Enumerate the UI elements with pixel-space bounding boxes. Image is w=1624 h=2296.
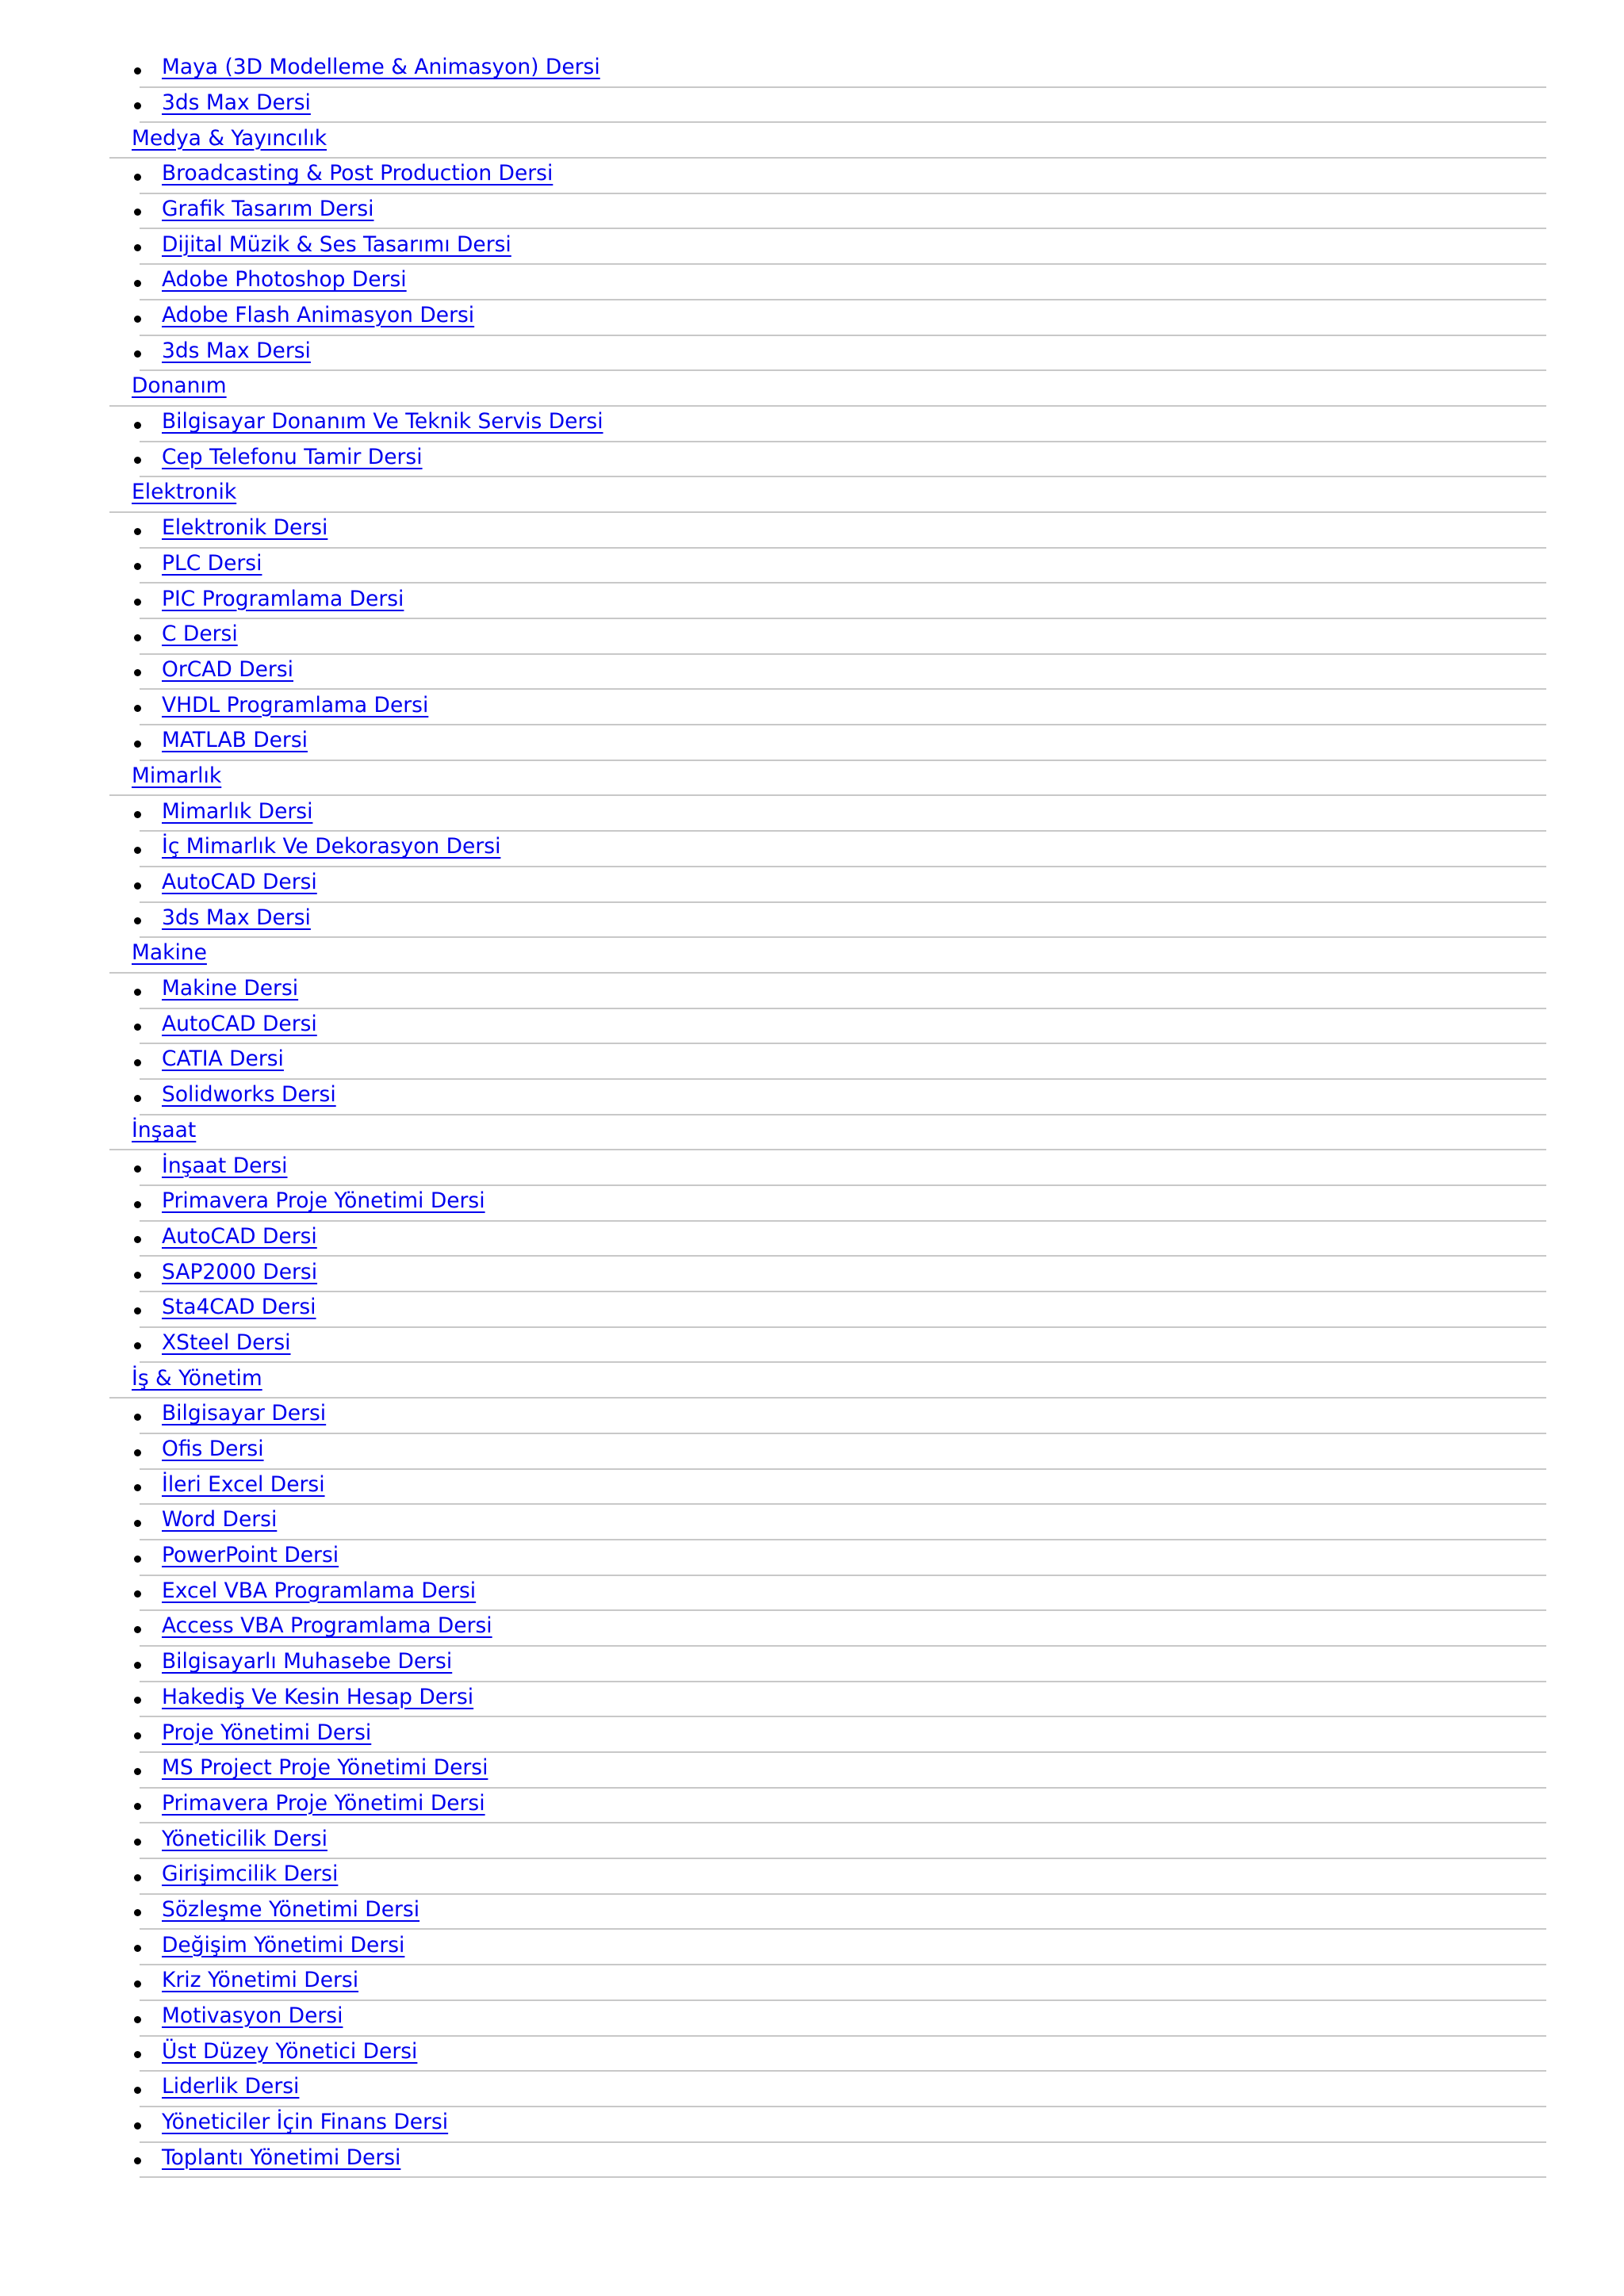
course-link[interactable]: Bilgisayarlı Muhasebe Dersi — [162, 1649, 453, 1674]
bullet-icon — [134, 740, 141, 748]
course-link[interactable]: Proje Yönetimi Dersi — [162, 1720, 372, 1745]
menu-item-row — [140, 549, 1546, 584]
bullet-icon — [134, 847, 141, 854]
menu-item-row — [140, 1682, 1546, 1718]
bullet-icon — [134, 1909, 141, 1916]
menu-item-row — [140, 1823, 1546, 1859]
course-link[interactable]: Liderlik Dersi — [162, 2074, 300, 2099]
menu-item-row — [140, 88, 1546, 124]
bullet-icon — [134, 2157, 141, 2164]
bullet-icon — [134, 1803, 141, 1810]
menu-item-row — [140, 1753, 1546, 1789]
menu-item-row — [140, 1895, 1546, 1931]
course-link[interactable]: XSteel Dersi — [162, 1330, 291, 1355]
menu-item-row — [140, 1292, 1546, 1328]
menu-item-row — [140, 1009, 1546, 1045]
bullet-icon — [134, 917, 141, 924]
course-link[interactable]: Grafik Tasarım Dersi — [162, 196, 374, 221]
bullet-icon — [134, 174, 141, 181]
course-link[interactable]: Cep Telefonu Tamir Dersi — [162, 444, 423, 469]
menu-category-row — [109, 938, 1546, 974]
menu-item-row — [140, 442, 1546, 478]
bullet-icon — [134, 1024, 141, 1031]
course-link[interactable]: Dijital Müzik & Ses Tasarımı Dersi — [162, 232, 511, 257]
menu-category-row — [109, 477, 1546, 513]
course-link[interactable]: 3ds Max Dersi — [162, 338, 311, 363]
bullet-icon — [134, 1201, 141, 1208]
menu-item-row — [140, 1470, 1546, 1506]
menu-item-row — [140, 513, 1546, 549]
menu-item-row — [140, 832, 1546, 867]
course-link[interactable]: 3ds Max Dersi — [162, 90, 311, 115]
menu-category-row — [109, 371, 1546, 407]
course-link[interactable]: Adobe Photoshop Dersi — [162, 267, 407, 293]
bullet-icon — [134, 1980, 141, 1988]
menu-category-row — [109, 1363, 1546, 1399]
course-link[interactable]: Sta4CAD Dersi — [162, 1295, 316, 1320]
menu-item-row — [140, 1257, 1546, 1292]
course-link[interactable]: Maya (3D Modelleme & Animasyon) Dersi — [162, 55, 600, 80]
bullet-icon — [134, 2087, 141, 2094]
course-link[interactable]: VHDL Programlama Dersi — [162, 692, 429, 718]
category-link[interactable]: İş & Yönetim — [132, 1365, 262, 1391]
menu-item-row — [140, 725, 1546, 761]
bullet-icon — [134, 705, 141, 712]
bullet-icon — [134, 1236, 141, 1243]
bullet-icon — [134, 1272, 141, 1279]
course-link[interactable]: Bilgisayar Donanım Ve Teknik Servis Dersi — [162, 409, 603, 434]
course-link[interactable]: MATLAB Dersi — [162, 728, 308, 753]
course-link[interactable]: İleri Excel Dersi — [162, 1471, 325, 1497]
menu-item-row — [140, 867, 1546, 903]
bullet-icon — [134, 1414, 141, 1421]
menu-item-row — [140, 1328, 1546, 1364]
bullet-icon — [134, 1662, 141, 1669]
menu-item-row — [140, 407, 1546, 442]
menu-item-row — [140, 229, 1546, 265]
course-link[interactable]: Girişimcilik Dersi — [162, 1862, 339, 1887]
category-link[interactable]: Mimarlık — [132, 763, 222, 788]
menu-item-row — [140, 1611, 1546, 1647]
course-link[interactable]: MS Project Proje Yönetimi Dersi — [162, 1755, 488, 1781]
bullet-icon — [134, 599, 141, 606]
menu-item-row — [140, 1434, 1546, 1470]
course-link[interactable]: Primavera Proje Yönetimi Dersi — [162, 1188, 485, 1214]
menu-item-row — [140, 655, 1546, 691]
menu-item-row — [140, 300, 1546, 336]
menu-item-row — [140, 690, 1546, 725]
course-link[interactable]: Word Dersi — [162, 1507, 278, 1533]
course-link[interactable]: Elektronik Dersi — [162, 515, 328, 541]
bullet-icon — [134, 1165, 141, 1173]
bullet-icon — [134, 882, 141, 890]
menu-category-row — [109, 123, 1546, 159]
bullet-icon — [134, 563, 141, 570]
menu-item-row — [140, 1717, 1546, 1753]
menu-item-row — [140, 2143, 1546, 2179]
menu-item-row — [140, 1399, 1546, 1434]
menu-item-row — [140, 1789, 1546, 1824]
course-link[interactable]: AutoCAD Dersi — [162, 1223, 317, 1249]
course-link[interactable]: Değişim Yönetimi Dersi — [162, 1932, 405, 1957]
menu-item-row — [140, 265, 1546, 300]
bullet-icon — [134, 1556, 141, 1563]
bullet-icon — [134, 209, 141, 216]
course-link[interactable]: Yöneticiler İçin Finans Dersi — [162, 2110, 449, 2135]
bullet-icon — [134, 422, 141, 429]
menu-category-row — [109, 761, 1546, 797]
bullet-icon — [134, 1626, 141, 1633]
bullet-icon — [134, 244, 141, 251]
bullet-icon — [134, 1839, 141, 1846]
category-link[interactable]: Donanım — [132, 373, 227, 399]
menu-item-row — [140, 1930, 1546, 1965]
bullet-icon — [134, 634, 141, 641]
menu-item-row — [140, 584, 1546, 619]
bullet-icon — [134, 1342, 141, 1349]
menu-item-row — [140, 1186, 1546, 1222]
bullet-icon — [134, 1307, 141, 1314]
category-link[interactable]: Makine — [132, 940, 207, 966]
course-link[interactable]: AutoCAD Dersi — [162, 870, 317, 894]
course-menu-list — [109, 52, 1546, 2178]
bullet-icon — [134, 1697, 141, 1704]
course-link[interactable]: Broadcasting & Post Production Dersi — [162, 161, 553, 186]
bullet-icon — [134, 669, 141, 676]
bullet-icon — [134, 1059, 141, 1066]
bullet-icon — [134, 1449, 141, 1456]
menu-item-row — [140, 2107, 1546, 2143]
menu-item-row — [140, 1222, 1546, 1257]
category-link[interactable]: Elektronik — [132, 480, 237, 505]
course-link[interactable]: SAP2000 Dersi — [162, 1259, 318, 1284]
bullet-icon — [134, 67, 141, 75]
menu-item-row — [140, 336, 1546, 372]
course-link[interactable]: CATIA Dersi — [162, 1047, 284, 1072]
course-link[interactable]: Kriz Yönetimi Dersi — [162, 1968, 359, 1993]
course-link[interactable]: Makine Dersi — [162, 976, 299, 1001]
course-link[interactable]: Solidworks Dersi — [162, 1082, 336, 1108]
course-link[interactable]: Toplantı Yönetimi Dersi — [162, 2145, 401, 2170]
course-link[interactable]: Hakediş Ve Kesin Hesap Dersi — [162, 1684, 474, 1709]
course-link[interactable]: PIC Programlama Dersi — [162, 586, 404, 611]
course-link[interactable]: Üst Düzey Yönetici Dersi — [162, 2038, 418, 2064]
course-link[interactable]: Yöneticilik Dersi — [162, 1826, 327, 1851]
menu-item-row — [140, 619, 1546, 655]
course-link[interactable]: Ofis Dersi — [162, 1437, 264, 1461]
menu-item-row — [140, 52, 1546, 88]
menu-item-row — [140, 2037, 1546, 2072]
bullet-icon — [134, 2051, 141, 2058]
menu-item-row — [140, 1859, 1546, 1895]
bullet-icon — [134, 1732, 141, 1739]
course-link[interactable]: İç Mimarlık Ve Dekorasyon Dersi — [162, 834, 501, 859]
category-link[interactable]: İnşaat — [132, 1117, 197, 1142]
bullet-icon — [134, 1484, 141, 1491]
bullet-icon — [134, 2016, 141, 2023]
course-link[interactable]: C Dersi — [162, 622, 238, 647]
bullet-icon — [134, 811, 141, 818]
menu-item-row — [140, 1150, 1546, 1186]
menu-item-row — [140, 1576, 1546, 1612]
bullet-icon — [134, 1768, 141, 1775]
course-link[interactable]: PLC Dersi — [162, 550, 262, 576]
bullet-icon — [134, 528, 141, 535]
course-link[interactable]: Primavera Proje Yönetimi Dersi — [162, 1790, 485, 1816]
bullet-icon — [134, 1590, 141, 1598]
course-link[interactable]: Excel VBA Programlama Dersi — [162, 1578, 477, 1603]
menu-item-row — [140, 1647, 1546, 1682]
menu-item-row — [140, 2001, 1546, 2037]
course-link[interactable]: Bilgisayar Dersi — [162, 1401, 327, 1426]
menu-item-row — [140, 1080, 1546, 1115]
menu-item-row — [140, 1044, 1546, 1080]
course-link[interactable]: Motivasyon Dersi — [162, 2003, 343, 2028]
course-link[interactable]: Sözleşme Yönetimi Dersi — [162, 1896, 420, 1922]
bullet-icon — [134, 1874, 141, 1881]
menu-item-row — [140, 1505, 1546, 1540]
menu-item-row — [140, 159, 1546, 194]
bullet-icon — [134, 102, 141, 109]
menu-item-row — [140, 2072, 1546, 2107]
bullet-icon — [134, 1095, 141, 1102]
course-link[interactable]: Adobe Flash Animasyon Dersi — [162, 303, 475, 327]
course-link[interactable]: AutoCAD Dersi — [162, 1011, 317, 1036]
bullet-icon — [134, 1520, 141, 1527]
bullet-icon — [134, 350, 141, 358]
menu-item-row — [140, 194, 1546, 230]
bullet-icon — [134, 2122, 141, 2130]
course-link[interactable]: 3ds Max Dersi — [162, 905, 311, 930]
bullet-icon — [134, 1945, 141, 1952]
menu-item-row — [140, 903, 1546, 939]
menu-item-row — [140, 1965, 1546, 2001]
bullet-icon — [134, 457, 141, 464]
course-link[interactable]: PowerPoint Dersi — [162, 1543, 339, 1568]
category-link[interactable]: Medya & Yayıncılık — [132, 125, 327, 151]
bullet-icon — [134, 989, 141, 996]
course-link[interactable]: Access VBA Programlama Dersi — [162, 1613, 492, 1639]
menu-item-row — [140, 796, 1546, 832]
course-link[interactable]: İnşaat Dersi — [162, 1153, 288, 1178]
course-link[interactable]: Mimarlık Dersi — [162, 798, 313, 824]
menu-item-row — [140, 974, 1546, 1009]
bullet-icon — [134, 280, 141, 287]
menu-category-row — [109, 1115, 1546, 1151]
menu-item-row — [140, 1540, 1546, 1576]
course-link[interactable]: OrCAD Dersi — [162, 656, 293, 682]
bullet-icon — [134, 316, 141, 323]
